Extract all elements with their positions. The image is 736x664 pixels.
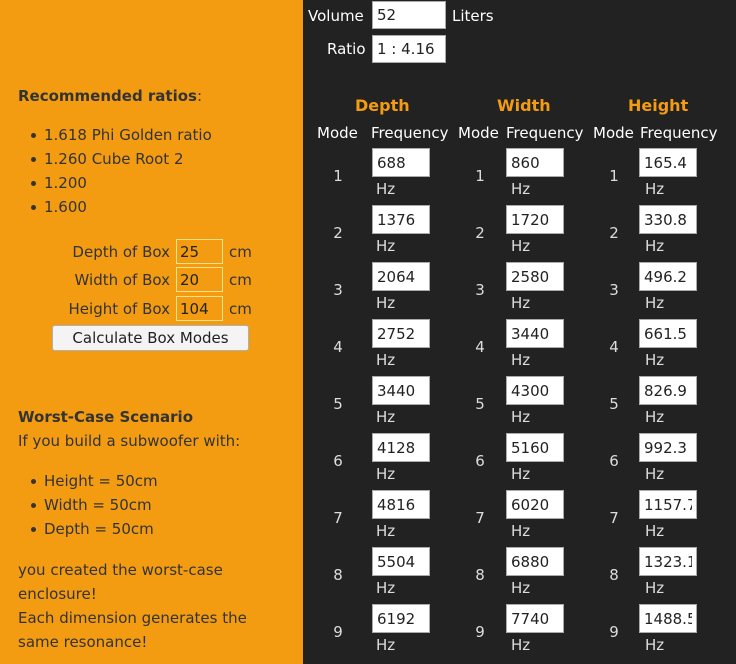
height-hz-unit: Hz — [645, 408, 665, 426]
recommended-colon: : — [196, 87, 203, 105]
width-hz-unit: Hz — [511, 579, 531, 597]
recommended-title: Recommended ratios — [18, 87, 197, 105]
ratio-input[interactable] — [372, 35, 446, 63]
width-hz-unit: Hz — [511, 294, 531, 312]
width-hz-unit: Hz — [511, 636, 531, 654]
height-frequency-input[interactable] — [639, 547, 697, 576]
depth-frequency-input[interactable] — [372, 490, 430, 519]
depth-frequency-input[interactable] — [372, 433, 430, 462]
depth-mode-number: 5 — [333, 395, 343, 413]
height-hz-unit: Hz — [645, 636, 665, 654]
height-hz-unit: Hz — [645, 522, 665, 540]
depth-frequency-header: Frequency — [371, 124, 449, 142]
width-frequency-input[interactable] — [506, 547, 564, 576]
width-unit: cm — [229, 271, 252, 289]
ratio-item: 1.618 Phi Golden ratio — [44, 126, 212, 144]
height-mode-number: 4 — [609, 338, 619, 356]
width-mode-header: Mode — [458, 124, 499, 142]
width-hz-unit: Hz — [511, 465, 531, 483]
depth-hz-unit: Hz — [376, 351, 396, 369]
depth-mode-number: 7 — [333, 509, 343, 527]
height-frequency-input[interactable] — [639, 433, 697, 462]
depth-frequency-input[interactable] — [372, 376, 430, 405]
height-mode-number: 3 — [609, 281, 619, 299]
height-hz-unit: Hz — [645, 465, 665, 483]
height-frequency-input[interactable] — [639, 490, 697, 519]
height-frequency-input[interactable] — [639, 262, 697, 291]
height-mode-header: Mode — [593, 124, 634, 142]
height-input[interactable] — [176, 296, 223, 321]
depth-frequency-input[interactable] — [372, 319, 430, 348]
depth-hz-unit: Hz — [376, 294, 396, 312]
height-frequency-input[interactable] — [639, 148, 697, 177]
width-frequency-input[interactable] — [506, 148, 564, 177]
width-frequency-input[interactable] — [506, 319, 564, 348]
width-frequency-input[interactable] — [506, 376, 564, 405]
height-hz-unit: Hz — [645, 237, 665, 255]
height-hz-unit: Hz — [645, 579, 665, 597]
height-hz-unit: Hz — [645, 180, 665, 198]
height-frequency-input[interactable] — [639, 604, 697, 633]
depth-hz-unit: Hz — [376, 579, 396, 597]
depth-column-header: Depth — [355, 96, 410, 115]
width-mode-number: 6 — [475, 452, 485, 470]
height-mode-number: 9 — [609, 623, 619, 641]
height-mode-number: 8 — [609, 566, 619, 584]
depth-hz-unit: Hz — [376, 465, 396, 483]
height-frequency-input[interactable] — [639, 319, 697, 348]
height-hz-unit: Hz — [645, 351, 665, 369]
worst-case-text-3: Each dimension generates the — [18, 609, 247, 627]
depth-mode-number: 9 — [333, 623, 343, 641]
width-hz-unit: Hz — [511, 351, 531, 369]
depth-input[interactable] — [176, 239, 223, 264]
width-frequency-input[interactable] — [506, 205, 564, 234]
height-mode-number: 2 — [609, 224, 619, 242]
width-mode-number: 4 — [475, 338, 485, 356]
depth-hz-unit: Hz — [376, 408, 396, 426]
depth-mode-number: 6 — [333, 452, 343, 470]
depth-frequency-input[interactable] — [372, 262, 430, 291]
width-frequency-input[interactable] — [506, 604, 564, 633]
depth-unit: cm — [229, 243, 252, 261]
ratio-item: 1.260 Cube Root 2 — [44, 150, 184, 168]
depth-mode-number: 2 — [333, 224, 343, 242]
width-frequency-input[interactable] — [506, 262, 564, 291]
height-column-header: Height — [628, 96, 689, 115]
depth-hz-unit: Hz — [376, 180, 396, 198]
width-hz-unit: Hz — [511, 522, 531, 540]
worst-case-text-2: enclosure! — [18, 585, 97, 603]
recommended-heading — [18, 87, 202, 105]
depth-frequency-input[interactable] — [372, 604, 430, 633]
depth-hz-unit: Hz — [376, 522, 396, 540]
width-input[interactable] — [176, 267, 223, 292]
ratio-label: Ratio — [327, 40, 366, 58]
width-frequency-input[interactable] — [506, 490, 564, 519]
depth-hz-unit: Hz — [376, 237, 396, 255]
width-mode-number: 5 — [475, 395, 485, 413]
height-unit: cm — [229, 300, 252, 318]
depth-mode-number: 3 — [333, 281, 343, 299]
width-frequency-header: Frequency — [506, 124, 584, 142]
left-panel — [0, 0, 303, 664]
width-label: Width of Box — [74, 271, 170, 289]
width-mode-number: 1 — [475, 167, 485, 185]
depth-frequency-input[interactable] — [372, 148, 430, 177]
volume-label: Volume — [308, 7, 364, 25]
depth-mode-number: 1 — [333, 167, 343, 185]
height-frequency-input[interactable] — [639, 205, 697, 234]
depth-mode-number: 8 — [333, 566, 343, 584]
depth-hz-unit: Hz — [376, 636, 396, 654]
height-hz-unit: Hz — [645, 294, 665, 312]
height-mode-number: 7 — [609, 509, 619, 527]
worst-case-item: Height = 50cm — [44, 472, 158, 490]
width-frequency-input[interactable] — [506, 433, 564, 462]
width-hz-unit: Hz — [511, 408, 531, 426]
depth-label: Depth of Box — [72, 243, 170, 261]
width-hz-unit: Hz — [511, 180, 531, 198]
width-mode-number: 2 — [475, 224, 485, 242]
worst-case-item: Depth = 50cm — [44, 520, 154, 538]
ratio-item: 1.600 — [44, 198, 87, 216]
height-frequency-input[interactable] — [639, 376, 697, 405]
height-mode-number: 6 — [609, 452, 619, 470]
calculate-box-modes-button[interactable]: Calculate Box Modes — [52, 325, 249, 351]
volume-input[interactable] — [372, 1, 446, 29]
worst-case-text-4: same resonance! — [18, 633, 148, 651]
width-mode-number: 8 — [475, 566, 485, 584]
ratio-item: 1.200 — [44, 174, 87, 192]
height-mode-number: 5 — [609, 395, 619, 413]
worst-case-item: Width = 50cm — [44, 496, 152, 514]
width-hz-unit: Hz — [511, 237, 531, 255]
depth-frequency-input[interactable] — [372, 205, 430, 234]
depth-frequency-input[interactable] — [372, 547, 430, 576]
height-label: Height of Box — [68, 300, 170, 318]
width-mode-number: 7 — [475, 509, 485, 527]
worst-case-title: Worst-Case Scenario — [18, 408, 194, 426]
width-mode-number: 3 — [475, 281, 485, 299]
height-mode-number: 1 — [609, 167, 619, 185]
width-mode-number: 9 — [475, 623, 485, 641]
worst-case-text-1: you created the worst-case — [18, 561, 223, 579]
width-column-header: Width — [497, 96, 551, 115]
depth-mode-header: Mode — [317, 124, 358, 142]
worst-case-intro: If you build a subwoofer with: — [18, 432, 241, 450]
height-frequency-header: Frequency — [640, 124, 718, 142]
depth-mode-number: 4 — [333, 338, 343, 356]
volume-unit: Liters — [452, 7, 494, 25]
